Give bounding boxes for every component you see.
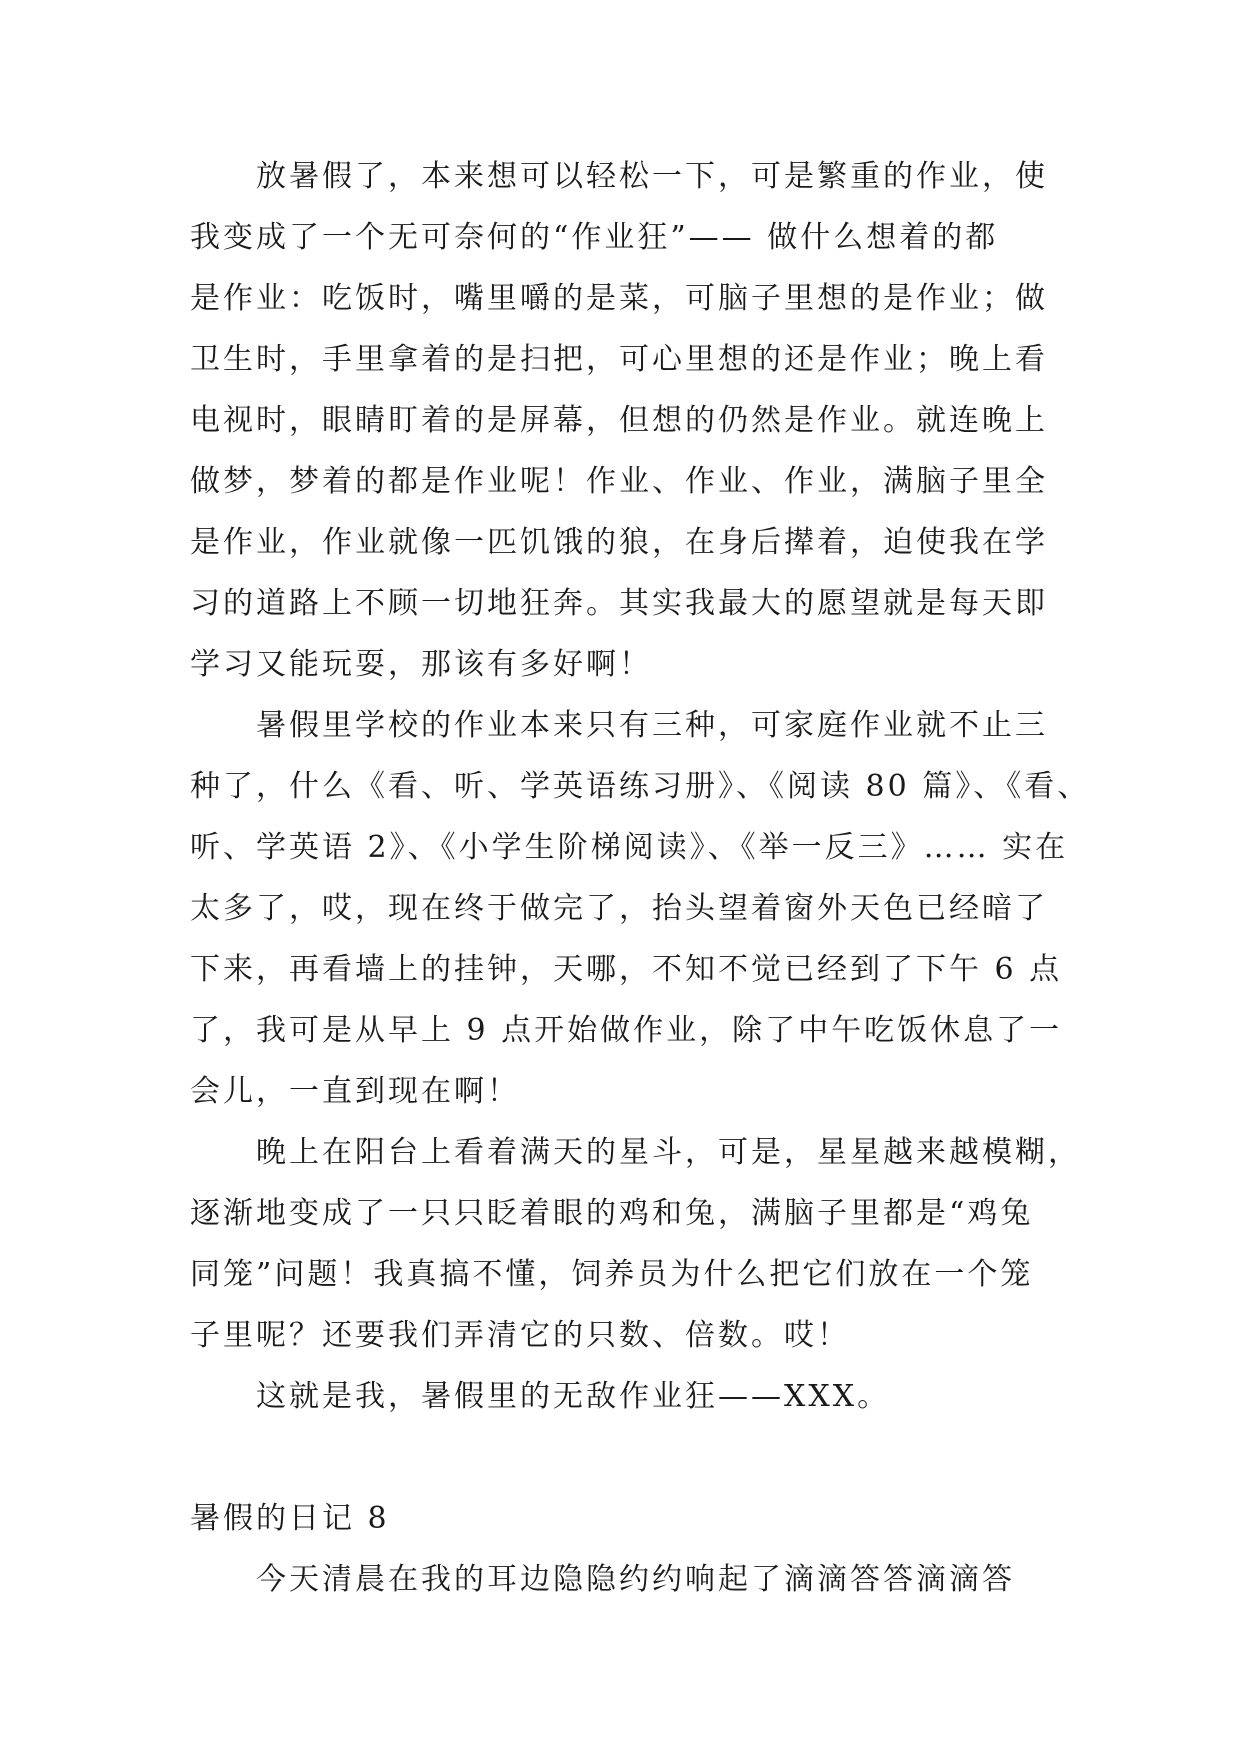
paragraph-1-line-2: 我变成了一个无可奈何的“作业狂”—— 做什么想着的都 xyxy=(190,220,999,255)
paragraph-2-line-7: 会儿，一直到现在啊！ xyxy=(190,1074,520,1109)
paragraph-3-line-4: 子里呢？还要我们弄清它的只数、倍数。哎！ xyxy=(190,1318,850,1353)
paragraph-3-line-1: 晚上在阳台上看着满天的星斗，可是，星星越来越模糊， xyxy=(256,1135,1081,1170)
paragraph-3-line-2: 逐渐地变成了一只只眨着眼的鸡和兔，满脑子里都是“鸡兔 xyxy=(190,1196,1034,1231)
paragraph-1-line-9: 学习又能玩耍，那该有多好啊！ xyxy=(190,647,652,682)
paragraph-2-line-1: 暑假里学校的作业本来只有三种，可家庭作业就不止三 xyxy=(256,708,1048,743)
paragraph-1-line-6: 做梦，梦着的都是作业呢！作业、作业、作业，满脑子里全 xyxy=(190,464,1048,499)
paragraph-2-line-3: 听、学英语 2》、《小学生阶梯阅读》、《举一反三》…… 实在 xyxy=(190,830,1069,865)
paragraph-1-line-4: 卫生时，手里拿着的是扫把，可心里想的还是作业；晚上看 xyxy=(190,342,1048,377)
paragraph-5-line-1: 今天清晨在我的耳边隐隐约约响起了滴滴答答滴滴答 xyxy=(256,1562,1015,1597)
paragraph-1-line-5: 电视时，眼睛盯着的是屏幕，但想的仍然是作业。就连晚上 xyxy=(190,403,1048,438)
paragraph-1-line-8: 习的道路上不顾一切地狂奔。其实我最大的愿望就是每天即 xyxy=(190,586,1048,621)
diary-heading: 暑假的日记 8 xyxy=(190,1501,390,1536)
paragraph-2-line-5: 下来，再看墙上的挂钟，天哪，不知不觉已经到了下午 6 点 xyxy=(190,952,1063,987)
paragraph-2-line-6: 了，我可是从早上 9 点开始做作业，除了中午吃饭休息了一 xyxy=(190,1013,1063,1048)
paragraph-2-line-4: 太多了，哎，现在终于做完了，抬头望着窗外天色已经暗了 xyxy=(190,891,1048,926)
paragraph-1-line-3: 是作业：吃饭时，嘴里嚼的是菜，可脑子里想的是作业；做 xyxy=(190,281,1048,316)
paragraph-4-line-1: 这就是我，暑假里的无敌作业狂——XXX。 xyxy=(256,1379,891,1414)
paragraph-1-line-1: 放暑假了，本来想可以轻松一下，可是繁重的作业，使 xyxy=(256,159,1048,194)
paragraph-2-line-2: 种了，什么《看、听、学英语练习册》、《阅读 80 篇》、《看、 xyxy=(190,769,1091,804)
paragraph-1-line-7: 是作业，作业就像一匹饥饿的狼，在身后撵着，迫使我在学 xyxy=(190,525,1048,560)
paragraph-3-line-3: 同笼”问题！我真搞不懂，饲养员为什么把它们放在一个笼 xyxy=(190,1257,1034,1292)
